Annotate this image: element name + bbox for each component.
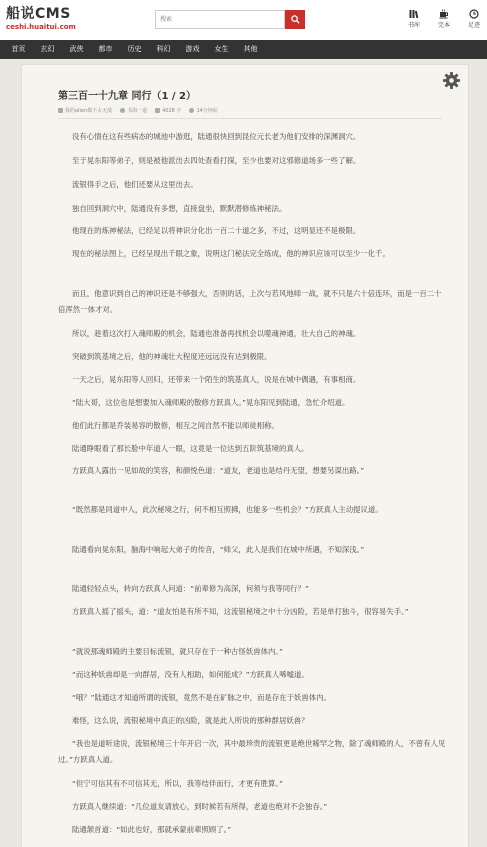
paragraph: 陆通轻轻点头，转向方跃真人问道：“前辈修为高深，何须与我等同行？” [72,584,309,593]
nav-nvsheng[interactable]: 女生 [214,45,229,53]
gear-icon [442,71,461,90]
site-header [0,0,487,40]
paragraph: “陆大哥，这位也是想要加入魂师殿的散修方跃真人。”晃东阳见到陆通，急忙介绍道。 [72,398,350,407]
paragraph: 而且，他意识到自己的神识还是不够强大，否则的话，上次与若风地师一战，就不只是六十倍连环，而是一百二十倍浑然一体才对。 [58,289,442,314]
document-icon [155,108,160,113]
bookshelf-link[interactable] [405,9,423,29]
paragraph: “但宁可信其有不可信其无，所以，我等结伴而行，才更有胜算。” [72,779,283,788]
history-link[interactable] [465,9,483,29]
logo-url[interactable]: ceshi.huaitui.com [6,23,76,31]
paragraph: 方跃真人摇了摇头，道：“道友怕是有所不知，这流银秘境之中十分凶险，若是单打独斗，很容易失手。” [72,607,409,616]
search-button[interactable] [285,10,305,29]
paragraph: 突破到筑基境之后，他的神魂壮大程度还远远没有达到极限。 [72,352,272,361]
paragraph: “既然都是同道中人，此次秘境之行，何不相互照拂，也能多一些机会？”方跃真人主动提议道。 [72,505,383,514]
meta-author[interactable] [58,107,112,114]
bookshelf-label: 书库 [407,22,420,29]
search-bar [155,10,305,29]
finished-link[interactable] [435,9,453,29]
book-icon [58,108,63,113]
paragraph: 方跃真人继续道：“几位道友请放心，到时候若有所得，老道也绝对不会独吞。” [72,802,328,811]
nav-qita[interactable]: 其他 [243,45,258,53]
nav-xuanhuan[interactable]: 玄幻 [40,45,55,53]
paragraph: 没有心情在这有些病态的城池中游逛，陆通很快回到昆位元长老为他们安排的深渊洞穴。 [72,132,361,141]
words-text: 4028 字 [162,108,182,114]
meta-words [155,107,181,114]
paragraph: 一天之后，晃东阳等人回归，还带来一个陌生的筑基真人，说是在城中偶遇，有事相商。 [72,375,361,384]
user-icon [120,108,125,113]
paragraph: 难怪，这么说，流银秘境中真正的凶险，就是此人所说的那种群居妖兽？ [72,716,309,725]
logo-title[interactable]: 船说CMS [6,6,71,22]
paragraph: 现在的秘法图上，已经呈现出千眼之象，说明这门秘法完全练成，他的神识应该可以至少一化千。 [72,249,390,258]
chapter-title: 第三百一十九章 同行（1 / 2） [58,91,197,102]
meta-time [189,107,217,114]
site-logo[interactable] [6,6,76,32]
paragraph: 陆通看向晃东阳，脑海中响起大弟子的传音，“师父，此人是我们在城中所遇，不知深浅。” [72,545,365,554]
coffee-icon [439,9,449,19]
clock-icon [189,108,194,113]
paragraph: 流银得手之后，他们还要从这里出去。 [72,180,198,189]
search-input[interactable] [155,10,285,29]
paragraph: 陆通睁眼看了那长脸中年道人一眼，这竟是一位达到五阶筑基境的真人。 [72,444,309,453]
paragraph: 方跃真人露出一见如故的笑容，和颜悦色道：“道友，老道也是结丹无望，想要另谋出路。” [72,466,365,475]
paragraph: 他们此行都是乔装易容的散修，相互之间自然不能以师徒相称。 [72,421,279,430]
nav-youxi[interactable]: 游戏 [185,45,200,53]
nav-home[interactable]: 首页 [11,45,26,53]
nav-dushi[interactable]: 都市 [98,45,113,53]
paragraph: 至于晃东阳等弟子，则是被他派出去四处查看打探，至少也要对这邪修道场多一些了解。 [72,156,361,165]
chapter-meta [58,107,218,114]
nav-lishi[interactable]: 历史 [127,45,142,53]
title-divider [58,118,442,119]
finished-label: 完本 [437,22,450,29]
settings-button[interactable] [442,71,461,94]
paragraph: “而这种妖兽却是一向群居，没有人相助，如何能成？”方跃真人唏嘘道。 [72,670,309,679]
search-icon [291,15,300,24]
author-text: 我的alien都不太无敌 [65,108,113,114]
paragraph: “我也是道听途说，流银秘境三十年开启一次，其中最珍贵的流银更是绝世稀罕之物，除了魂师殿的人，不曾有人见过。”方跃真人道。 [58,739,446,764]
nav-wuxia[interactable]: 武侠 [69,45,84,53]
meta-category[interactable] [120,107,147,114]
paragraph: “就说那魂师殿的主要目标流银，就只存在于一种古怪妖兽体内。” [72,647,283,656]
header-nav-icons [405,9,483,29]
paragraph: 他现在的炼神秘法，已经足以将神识分化出一百二十道之多，不过，这明显还不是极限。 [72,226,361,235]
nav-kehuan[interactable]: 科幻 [156,45,171,53]
time-text: 14分钟前 [196,108,218,114]
paragraph: “哦？”陆通这才知道所谓的流银，竟然不是在矿脉之中，而是存在于妖兽体内。 [72,693,331,702]
paragraph: 陆通颔首道：“如此也好，那就承蒙前辈照顾了。” [72,825,232,834]
books-icon [409,9,419,19]
chapter-content [21,64,469,847]
paragraph: 所以，趁着这次打入魂师殿的机会，陆通也准备再找机会以噬魂神通，壮大自己的神魂。 [72,329,361,338]
history-label: 足迹 [467,22,480,29]
clock-icon [469,9,479,19]
category-text: 书海一道 [127,108,148,114]
category-nav [0,40,487,59]
paragraph: 独自回到洞穴中，陆通没有多想，直接盘坐，默默潜修炼神秘法。 [72,204,287,213]
